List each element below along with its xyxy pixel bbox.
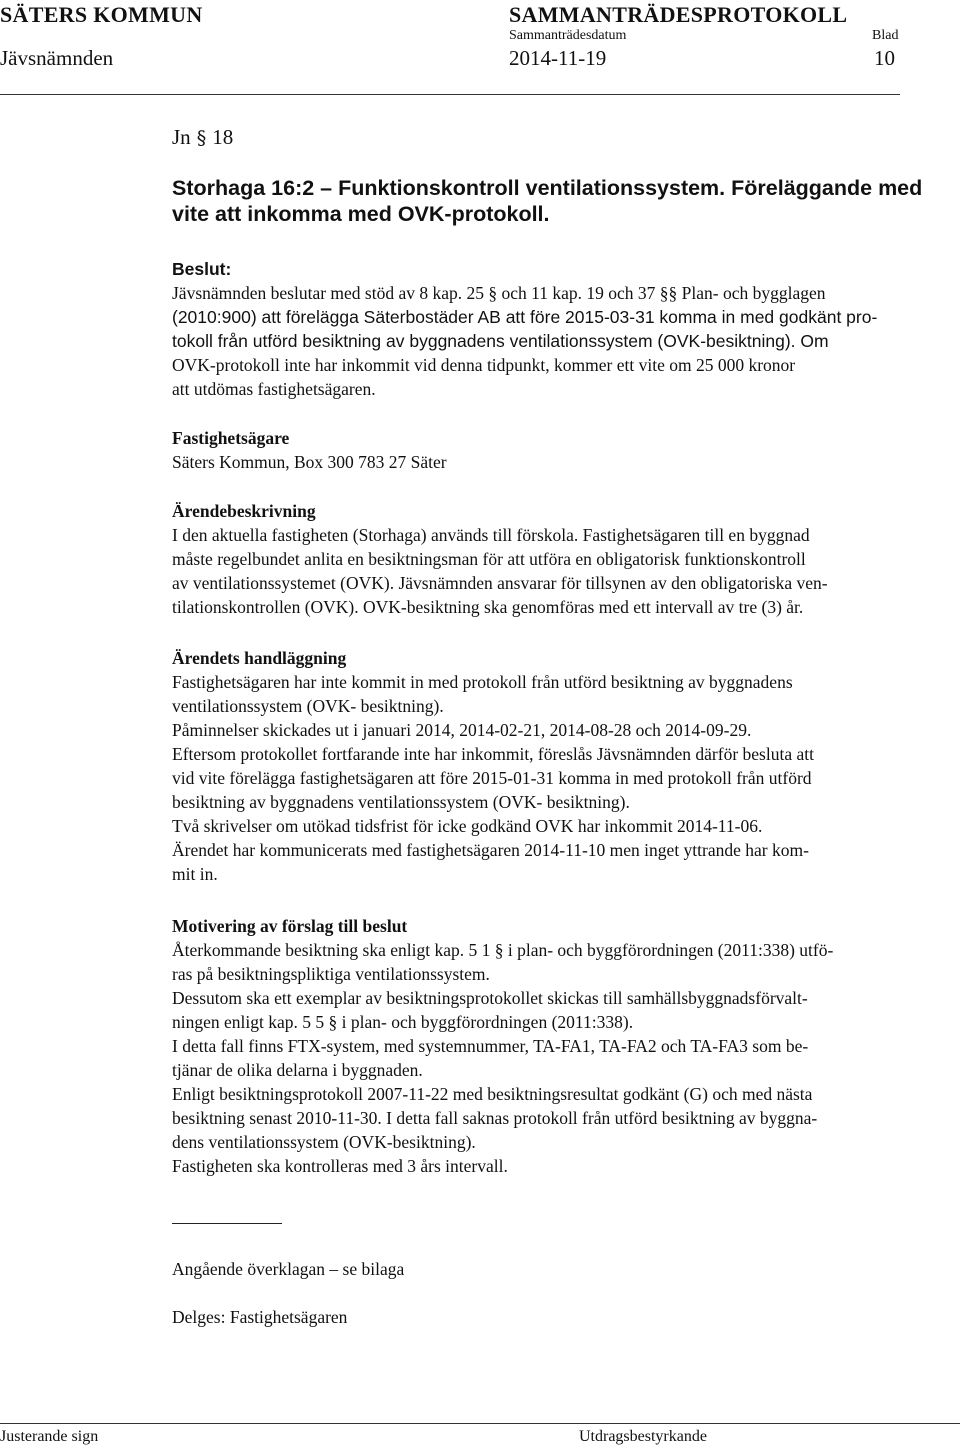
- decision-line: att utdömas fastighetsägaren.: [172, 379, 376, 399]
- owner-section: [172, 426, 927, 474]
- distribution-text: Delges: Fastighetsägaren: [172, 1307, 348, 1327]
- header-divider: [0, 94, 900, 95]
- motivation-line: Fastigheten ska kontrolleras med 3 års intervall.: [172, 1156, 508, 1176]
- case-handling-section: [172, 646, 927, 886]
- paragraph-prefix: Jn: [172, 125, 191, 149]
- case-handling-line: Två skrivelser om utökad tidsfrist för icke godkänd OVK har inkommit 2014-11-06.: [172, 816, 763, 836]
- case-handling-line: Påminnelser skickades ut i januari 2014, 2014-02-21, 2014-08-28 och 2014-09-29.: [172, 720, 752, 740]
- page-number: 10: [874, 46, 895, 70]
- case-handling-line: ventilationssystem (OVK- besiktning).: [172, 696, 444, 716]
- case-handling-line: besiktning av byggnadens ventilationssystem (OVK- besiktning).: [172, 792, 630, 812]
- case-handling-line: vid vite förelägga fastighetsägaren att före 2015-01-31 komma in med protokoll från utförd: [172, 768, 812, 788]
- distribution-note: [172, 1305, 927, 1329]
- appeal-text: Angående överklagan – se bilaga: [172, 1259, 405, 1279]
- case-handling-heading: Ärendets handläggning: [172, 648, 347, 668]
- case-description-heading: Ärendebeskrivning: [172, 501, 316, 521]
- motivation-heading: Motivering av förslag till beslut: [172, 916, 408, 936]
- footer-divider: [0, 1423, 960, 1424]
- case-description-line: måste regelbundet anlita en besiktningsman för att utföra en obligatorisk funktionskontroll: [172, 549, 806, 569]
- owner-address: Säters Kommun, Box 300 783 27 Säter: [172, 452, 447, 472]
- meeting-date: 2014-11-19: [509, 46, 607, 70]
- decision-heading: Beslut:: [172, 259, 232, 279]
- decision-line: (2010:900) att förelägga Säterbostäder AB att före 2015-03-31 komma in med godkänt pro-: [172, 307, 878, 327]
- motivation-line: Återkommande besiktning ska enligt kap. 5 1 § i plan- och byggförordningen (2011:338) utfö-: [172, 940, 834, 960]
- paragraph-value: 18: [212, 125, 234, 149]
- section-divider: [172, 1223, 282, 1224]
- organization-name: SÄTERS KOMMUN: [0, 2, 203, 27]
- case-description-line: tilationskontrollen (OVK). OVK-besiktning ska genomföras med ett intervall av tre (3) år.: [172, 597, 804, 617]
- decision-line: tokoll från utförd besiktning av byggnadens ventilationssystem (OVK-besiktning). Om: [172, 331, 829, 351]
- motivation-line: Dessutom ska ett exemplar av besiktningsprotokollet skickas till samhällsbyggnadsförvalt-: [172, 988, 808, 1008]
- section-symbol: §: [196, 127, 207, 149]
- board-name: Jävsnämnden: [0, 46, 114, 70]
- case-description-section: [172, 499, 927, 619]
- motivation-line: besiktning senast 2010-11-30. I detta fall saknas protokoll från utförd besiktning av byggna-: [172, 1108, 818, 1128]
- decision-line: Jävsnämnden beslutar med stöd av 8 kap. 25 § och 11 kap. 19 och 37 §§ Plan- och bygglagen: [172, 283, 826, 303]
- motivation-line: Enligt besiktningsprotokoll 2007-11-22 med besiktningsresultat godkänt (G) och med nästa: [172, 1084, 813, 1104]
- case-title: Storhaga 16:2 – Funktionskontroll ventilationssystem. Föreläggande med vite att inkomma med OVK-protokoll.: [172, 176, 923, 226]
- appeal-note: [172, 1257, 927, 1281]
- motivation-line: I detta fall finns FTX-system, med systemnummer, TA-FA1, TA-FA2 och TA-FA3 som be-: [172, 1036, 809, 1056]
- date-label: Sammanträdesdatum: [509, 28, 627, 43]
- owner-heading: Fastighetsägare: [172, 428, 290, 448]
- case-description-line: I den aktuella fastigheten (Storhaga) används till förskola. Fastighetsägaren till en byggnad: [172, 525, 810, 545]
- motivation-line: tjänar de olika delarna i byggnaden.: [172, 1060, 423, 1080]
- case-handling-line: Fastighetsägaren har inte kommit in med protokoll från utförd besiktning av byggnadens: [172, 672, 793, 692]
- case-handling-line: Eftersom protokollet fortfarande inte har inkommit, föreslås Jävsnämnden därför besluta att: [172, 744, 814, 764]
- motivation-line: ras på besiktningspliktiga ventilationssystem.: [172, 964, 490, 984]
- page-label: Blad: [872, 28, 899, 43]
- motivation-line: ningen enligt kap. 5 5 § i plan- och byggförordningen (2011:338).: [172, 1012, 634, 1032]
- decision-line: OVK-protokoll inte har inkommit vid denna tidpunkt, kommer ett vite om 25 000 kronor: [172, 355, 796, 375]
- certification-label: Utdragsbestyrkande: [579, 1428, 707, 1445]
- motivation-section: [172, 914, 927, 1178]
- paragraph-number: [172, 125, 233, 150]
- case-handling-line: Ärendet har kommunicerats med fastighetsägaren 2014-11-10 men inget yttrande har kom-: [172, 840, 809, 860]
- document-type: SAMMANTRÄDESPROTOKOLL: [509, 2, 848, 27]
- case-description-line: av ventilationssystemet (OVK). Jävsnämnden ansvarar för tillsynen av den obligatoriska ven-: [172, 573, 828, 593]
- decision-section: [172, 257, 927, 401]
- motivation-line: dens ventilationssystem (OVK-besiktning).: [172, 1132, 476, 1152]
- case-handling-line: mit in.: [172, 864, 218, 884]
- signature-label: Justerande sign: [0, 1428, 99, 1445]
